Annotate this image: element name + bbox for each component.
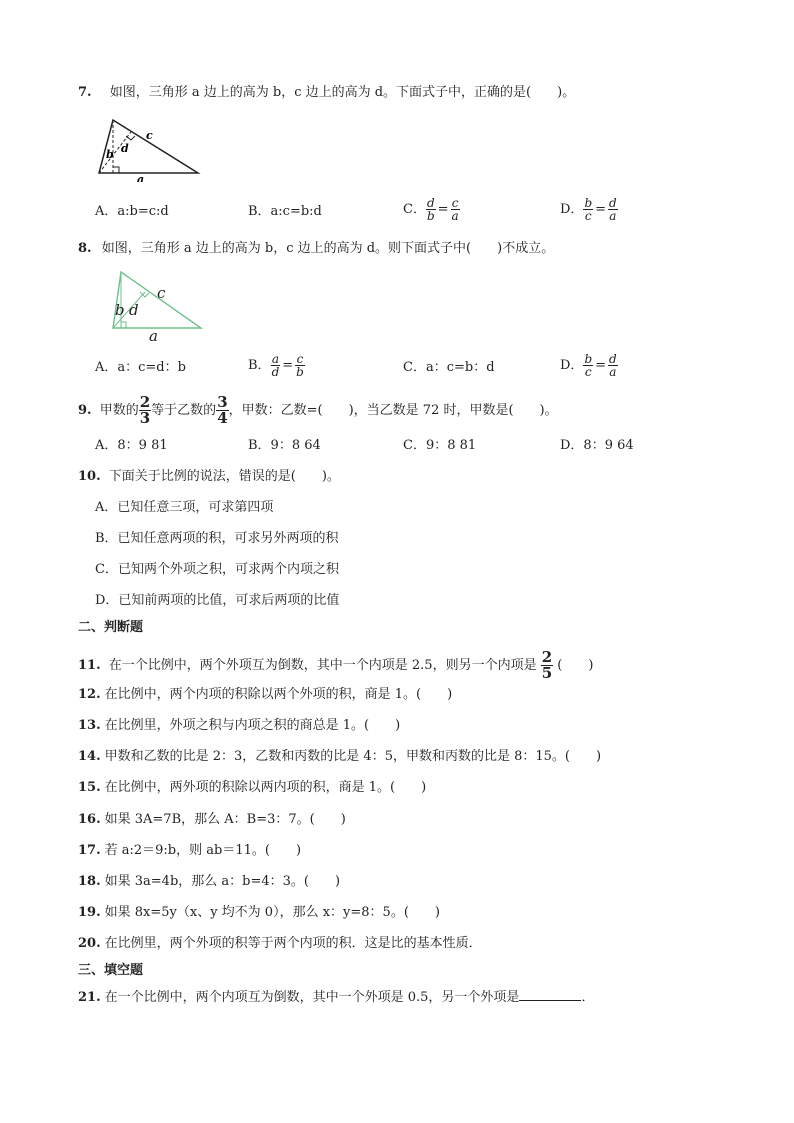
option-d[interactable]: D．已知前两项的比值，可求后两项的比值	[95, 593, 340, 608]
question-12: 12. 在比例中，两个内项的积除以两个外项的积，商是 1。( )	[78, 687, 453, 702]
question-14: 14. 甲数和乙数的比是 2：3，乙数和丙数的比是 4：5，甲数和丙数的比是 8：15。( )	[78, 749, 602, 764]
question-8	[78, 240, 554, 258]
label-a: a	[149, 327, 158, 344]
label-a: a	[137, 173, 145, 182]
question-9: 9. 甲数的 $\frac{2}{3}$ 等于乙数的 $\frac{3}{4}$ ，甲数：乙数=( )，当乙数是 72 时，甲数是( )。	[78, 393, 558, 427]
option-c[interactable]: C．已知两个外项之积，可求两个内项之积	[95, 562, 339, 577]
question-number: 8.	[78, 241, 92, 256]
question-number: 10.	[78, 469, 101, 484]
triangle-figure	[90, 112, 205, 182]
option-b[interactable]: B．已知任意两项的积，可求另外两项的积	[95, 531, 339, 546]
question-13: 13. 在比例里，外项之积与内项之积的商总是 1。( )	[78, 718, 401, 733]
option-d[interactable]: D．8：9 64	[560, 438, 634, 453]
label-c: c	[146, 129, 153, 142]
answer-blank[interactable]	[519, 988, 581, 1001]
label-c: c	[157, 284, 166, 302]
label-b: b	[106, 148, 114, 161]
option-b[interactable]: B． $\frac{a}{d}$ = $\frac{c}{b}$	[248, 352, 304, 379]
question-15: 15. 在比例中，两外项的积除以两内项的积，商是 1。( )	[78, 780, 427, 795]
option-d[interactable]: D． $\frac{b}{c}$ = $\frac{d}{a}$	[560, 352, 617, 379]
fraction: $\frac{2}{3}$	[139, 393, 151, 427]
question-20: 20. 在比例里，两个外项的积等于两个内项的积．这是比的基本性质．	[78, 936, 482, 951]
section-heading: 三、填空题	[78, 963, 144, 978]
option-a[interactable]: A．a:b=c:d	[95, 204, 169, 219]
option-c[interactable]: C． $\frac{d}{b}$ = $\frac{c}{a}$	[403, 196, 459, 223]
option-a[interactable]: A．8：9 81	[95, 438, 168, 453]
label-d: d	[129, 301, 139, 319]
question-text: 如图，三角形 a 边上的高为 b，c 边上的高为 d。则下面式子中( )不成立。	[101, 241, 555, 256]
question-18: 18. 如果 3a=4b，那么 a：b=4：3。( )	[78, 874, 341, 889]
label-b: b	[115, 301, 125, 319]
option-b[interactable]: B．9：8 64	[248, 438, 321, 453]
label-d: d	[121, 142, 129, 155]
question-16: 16. 如果 3A=7B，那么 A：B=3：7。( )	[78, 812, 346, 827]
option-c[interactable]: C．a：c=b：d	[403, 360, 495, 375]
question-7	[78, 84, 575, 102]
option-a[interactable]: A．已知任意三项，可求第四项	[95, 500, 274, 515]
triangle-figure	[105, 268, 210, 344]
question-text: 下面关于比例的说法，错误的是( )。	[108, 469, 340, 484]
question-number: 9.	[78, 403, 92, 418]
question-number: 7.	[78, 85, 92, 100]
option-d[interactable]: D． $\frac{b}{c}$ = $\frac{d}{a}$	[560, 196, 617, 223]
question-19: 19. 如果 8x=5y（x、y 均不为 0），那么 x：y=8：5。( )	[78, 905, 440, 920]
question-10	[78, 468, 340, 486]
question-17: 17. 若 a:2＝9:b，则 ab＝11。( )	[78, 843, 302, 858]
question-text: 如图，三角形 a 边上的高为 b，c 边上的高为 d。下面式子中，正确的是( )。	[109, 85, 576, 100]
option-a[interactable]: A．a：c=d：b	[95, 360, 186, 375]
option-b[interactable]: B．a:c=b:d	[248, 204, 322, 219]
section-heading: 二、判断题	[78, 620, 144, 635]
option-c[interactable]: C．9：8 81	[403, 438, 477, 453]
question-11: 11. 在一个比例中，两个外项互为倒数，其中一个内项是 2.5，则另一个内项是 $\frac{2}{5}$ ( )	[78, 648, 594, 682]
fraction: $\frac{3}{4}$	[217, 393, 228, 427]
question-21: 21. 在一个比例中，两个内项互为倒数，其中一个外项是 0.5，另一个外项是 ．	[78, 990, 595, 1005]
fraction: $\frac{2}{5}$	[541, 648, 553, 682]
